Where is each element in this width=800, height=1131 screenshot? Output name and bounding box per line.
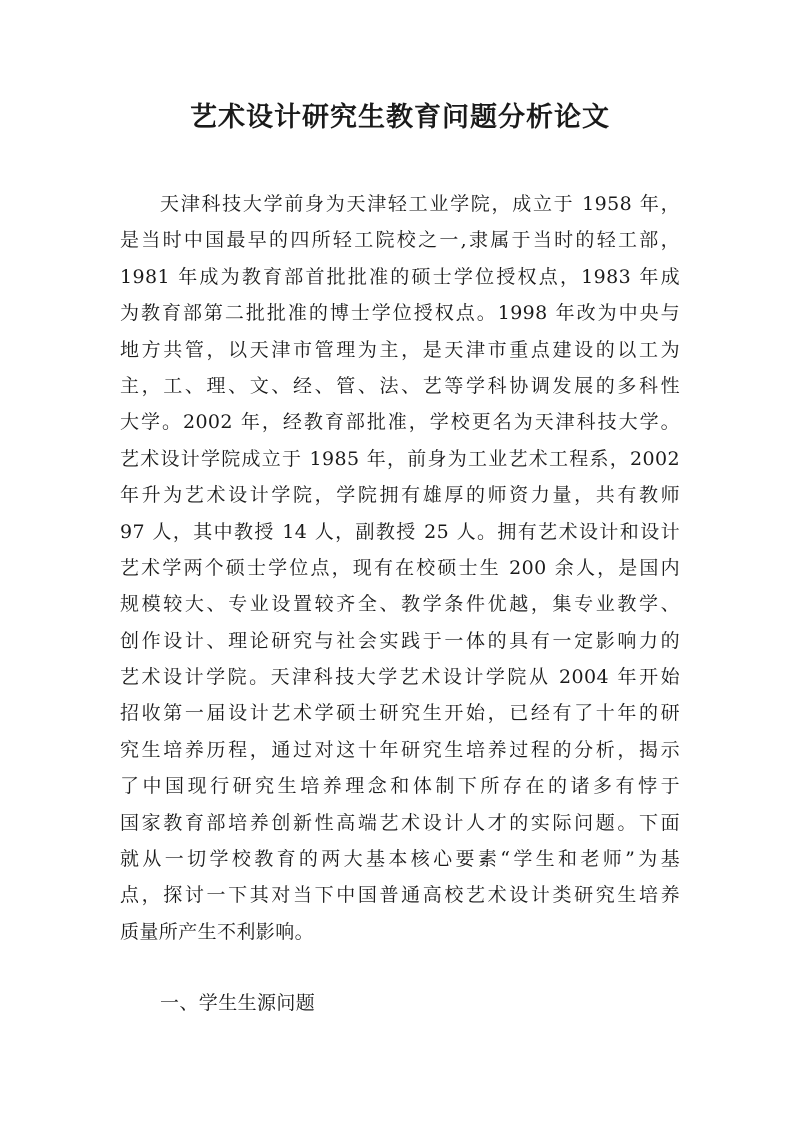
paragraph-line: 大学。2002 年，经教育部批准，学校更名为天津科技大学。 [120,411,680,434]
paragraph-line: 97 人，其中教授 14 人，副教授 25 人。拥有艺术设计和设计 [120,520,680,543]
paragraph-line: 主，工、理、文、经、管、法、艺等学科协调发展的多科性 [120,374,680,397]
paragraph-line: 年升为艺术设计学院，学院拥有雄厚的师资力量，共有教师 [120,484,680,507]
paragraph-line: 天津科技大学前身为天津轻工业学院，成立于 1958 年， [160,193,680,215]
paragraph-line: 究生培养历程，通过对这十年研究生培养过程的分析，揭示 [120,738,680,761]
section-heading: 一、学生生源问题 [160,992,316,1014]
paragraph-line: 招收第一届设计艺术学硕士研究生开始，已经有了十年的研 [120,702,680,725]
paragraph-line: 1981 年成为教育部首批批准的硕士学位授权点，1983 年成 [120,265,680,288]
paragraph-line: 点，探讨一下其对当下中国普通高校艺术设计类研究生培养 [120,884,680,907]
paragraph-line: 艺术设计学院成立于 1985 年，前身为工业艺术工程系，2002 [120,447,680,470]
paragraph-line: 规模较大、专业设置较齐全、教学条件优越，集专业教学、 [120,593,680,616]
paragraph-line: 是当时中国最早的四所轻工院校之一,隶属于当时的轻工部， [120,229,680,252]
paragraph-line: 质量所产生不利影响。 [120,920,315,943]
paragraph-line: 艺术设计学院。天津科技大学艺术设计学院从 2004 年开始 [120,666,680,689]
paragraph-line: 了中国现行研究生培养理念和体制下所存在的诸多有悖于 [120,775,680,798]
paragraph-line: 就从一切学校教育的两大基本核心要素“学生和老师”为基 [120,848,680,871]
body-paragraph [120,186,680,950]
paragraph-line: 地方共管，以天津市管理为主，是天津市重点建设的以工为 [120,338,680,361]
paragraph-line: 艺术学两个硕士学位点，现有在校硕士生 200 余人，是国内 [120,556,680,579]
paragraph-line: 为教育部第二批批准的博士学位授权点。1998 年改为中央与 [120,302,680,325]
document-title: 艺术设计研究生教育问题分析论文 [190,102,610,133]
paragraph-line: 国家教育部培养创新性高端艺术设计人才的实际问题。下面 [120,811,680,834]
paragraph-line: 创作设计、理论研究与社会实践于一体的具有一定影响力的 [120,629,680,652]
